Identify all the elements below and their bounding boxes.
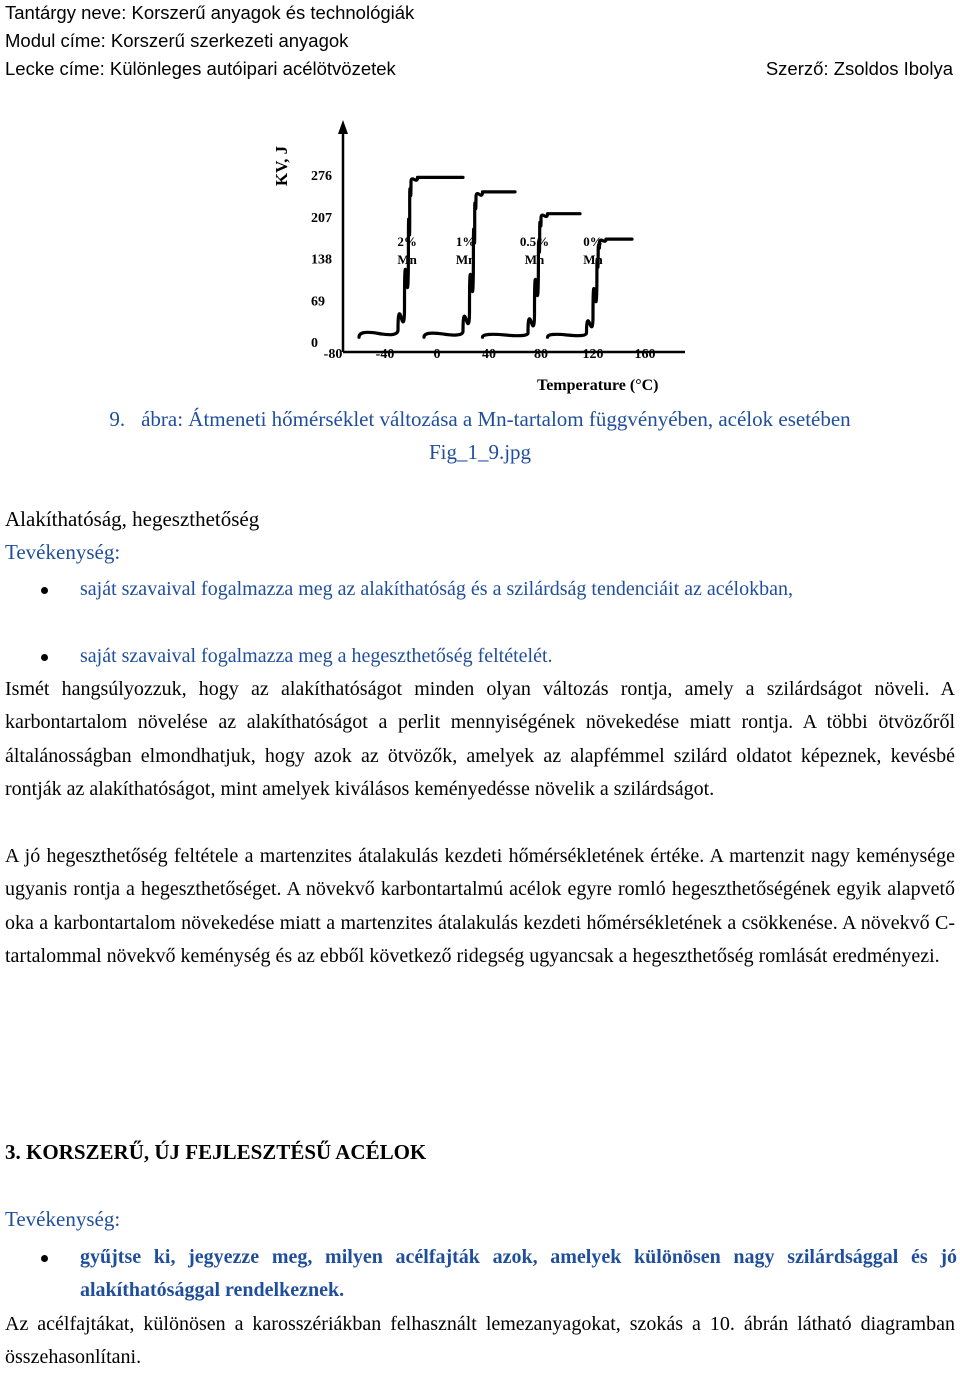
bullet-dot (41, 587, 48, 594)
x-tick-label: 160 (634, 347, 656, 362)
series-label-pct: 1% (455, 234, 476, 249)
y-axis-arrow (338, 120, 348, 134)
header-module (5, 28, 955, 53)
bullet-text: gyűjtse ki, jegyezze meg, milyen acélfajták azok, amelyek különösen nagy szilárdsággal és jó alakíthatósággal rendelkeznek. (80, 1246, 957, 1301)
figure-filename (0, 437, 960, 467)
x-tick-label: 80 (534, 347, 548, 362)
paragraph: Ismét hangsúlyozzuk, hogy az alakíthatóságot minden olyan változás rontja, amely a szilárdságot növeli. A karbontartalom növelése az alakíthatóságot a perlit mennyiségének növekedése miatt rontja. A többi ötvözőről általánosságban elmondhatjuk, hogy azok az ötvözők, amelyek az alapfémmel szilárd oldatot képeznek, kevésbé rontják az alakíthatóságot, mint amelyek kiválásos keményedésse növelik a szilárdságot. (5, 678, 955, 801)
paragraph: A jó hegeszthetőség feltétele a martenzites átalakulás kezdeti hőmérsékletének értéke. A martenzit nagy keménysége ugyanis rontja a hegeszthetőséget. A növekvő karbontartalmú acélok egyre romló hegeszthetőségének egyik alapvető oka a karbontartalom növekedése miatt a martenzites átalakulás kezdeti hőmérsékletének a csökkenése. A növekvő C-tartalommal növekvő keménység és az ebből következő ridegség ugyancsak a hegeszthetőség romlását eredményezi. (5, 845, 955, 968)
bullet-dot (41, 1255, 48, 1262)
series-label-pct: 2% (397, 234, 417, 249)
bullet-item (5, 640, 957, 673)
lesson-text: Lecke címe: Különleges autóipari acélötvözetek (5, 58, 396, 79)
bullet-item (5, 573, 957, 606)
author-text: Szerző: Zsoldos Ibolya (765, 58, 953, 79)
x-tick-label: 40 (482, 347, 496, 362)
x-tick-label: -40 (375, 347, 395, 362)
series-label-mn: Mn (524, 252, 545, 267)
x-tick-label: -80 (323, 347, 343, 362)
y-tick-label: 207 (311, 210, 332, 226)
y-axis-label: KV, J (272, 145, 291, 187)
activity-label: Tevékenység: (5, 540, 121, 564)
caption-text: ábra: Átmeneti hőmérséklet változása a Mn-tartalom függvényében, acélok esetében (141, 407, 851, 431)
x-ticks (324, 347, 656, 362)
y-ticks (311, 169, 332, 351)
x-tick-label: 0 (433, 347, 441, 362)
figure-caption (0, 404, 960, 434)
activity-label: Tevékenység: (5, 1207, 121, 1231)
series-label-mn: Mn (397, 252, 417, 267)
chart-axes (338, 120, 685, 352)
y-tick-label: 138 (311, 252, 332, 268)
series-label-pct: 0.5% (519, 234, 550, 249)
x-tick-label: 120 (582, 347, 604, 362)
x-axis-label: Temperature (°C) (537, 377, 659, 394)
caption-number: 9. (109, 407, 126, 431)
bullet-text: saját szavaival fogalmazza meg az alakíthatóság és a szilárdság tendenciáit az acélokban, (80, 578, 793, 600)
series-label-mn: Mn (455, 252, 476, 267)
header-subject (5, 0, 955, 25)
y-tick-label: 69 (311, 294, 325, 310)
y-tick-label: 276 (311, 169, 332, 184)
module-text: Modul címe: Korszerű szerkezeti anyagok (5, 30, 349, 51)
series-labels (397, 234, 603, 267)
series-label-pct: 0% (583, 234, 603, 249)
section-heading: Alakíthatóság, hegeszthetőség (5, 507, 260, 531)
bullet-item (5, 1241, 957, 1307)
subject-text: Tantárgy neve: Korszerű anyagok és technológiák (5, 2, 415, 23)
bullet-dot (41, 654, 48, 661)
series-line-3 (483, 214, 581, 338)
chapter-heading: 3. KORSZERŰ, ÚJ FEJLESZTÉSŰ ACÉLOK (5, 1140, 427, 1164)
bullet-text: saját szavaival fogalmazza meg a hegeszthetőség feltételét. (80, 645, 553, 667)
paragraph: Az acélfajtákat, különösen a karosszériákban felhasznált lemezanyagokat, szokás a 10. ábrán látható diagramban összehasonlítani. (5, 1313, 955, 1369)
mn-transition-chart (255, 118, 695, 398)
series-label-mn: Mn (583, 252, 603, 267)
y-tick-label: 0 (311, 336, 318, 351)
filename-text: Fig_1_9.jpg (428, 440, 532, 464)
header-lesson-row (5, 56, 955, 81)
